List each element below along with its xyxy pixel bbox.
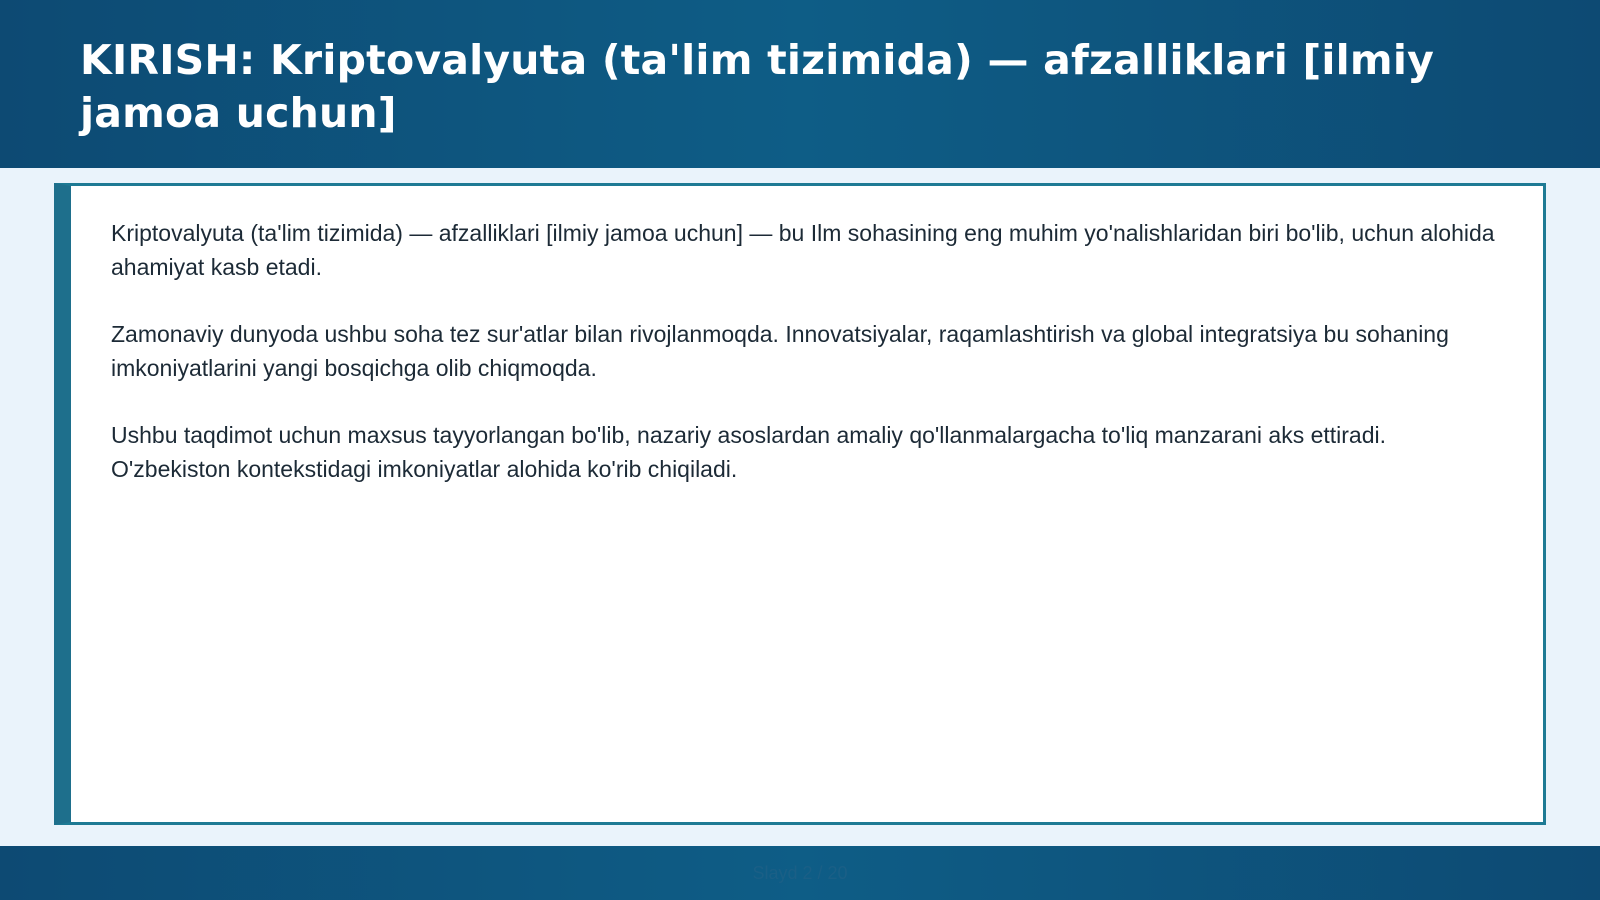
slide-footer [0,846,1600,900]
scope-paragraph: Ushbu taqdimot uchun maxsus tayyorlangan bo'lib, nazariy asoslardan amaliy qo'llanmalargacha to'liq manzarani aks ettiradi. O'zbekiston kontekstidagi imkoniyatlar alohida ko'rib chiqiladi. [111,422,1387,482]
slide-header [0,0,1600,168]
context-paragraph: Zamonaviy dunyoda ushbu soha tez sur'atlar bilan rivojlanmoqda. Innovatsiyalar, raqamlashtirish va global integratsiya bu sohaning imkoniyatlarini yangi bosqichga olib chiqmoqda. [111,321,1449,381]
slide-number: Slayd 2 / 20 [752,862,848,883]
intro-paragraph: Kriptovalyuta (ta'lim tizimida) — afzalliklari [ilmiy jamoa uchun] — bu Ilm sohasining eng muhim yo'nalishlaridan biri bo'lib, uchun alohida ahamiyat kasb etadi. [111,220,1495,280]
content-panel [54,183,1546,825]
slide-title: KIRISH: Kriptovalyuta (ta'lim tizimida) — afzalliklari [ilmiy jamoa uchun] [80,36,1435,137]
